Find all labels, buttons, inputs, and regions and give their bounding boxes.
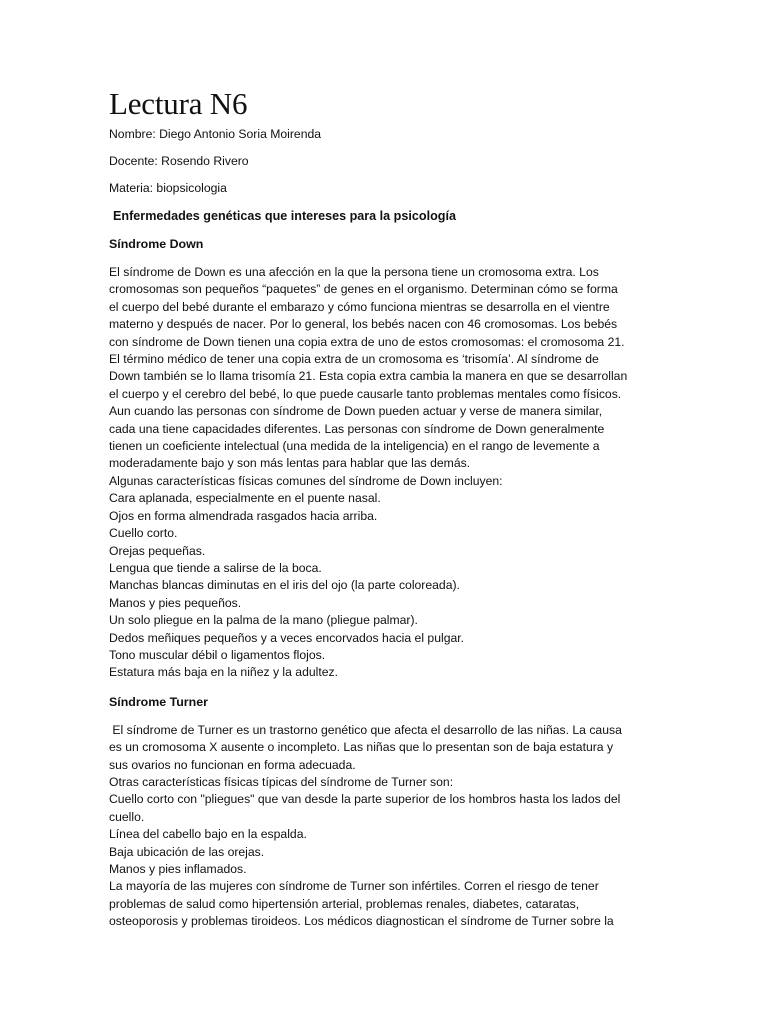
- list-item: Un solo pliegue en la palma de la mano (pliegue palmar).: [109, 613, 418, 628]
- text-line: La mayoría de las mujeres con síndrome de Turner son infértiles. Corren el riesgo de tener: [109, 879, 599, 894]
- text-line: cuello.: [109, 809, 145, 824]
- text-line: es un cromosoma X ausente o incompleto. Las niñas que lo presentan son de baja estatura y: [109, 740, 614, 755]
- list-item: Orejas pequeñas.: [109, 543, 206, 558]
- list-item: Tono muscular débil o ligamentos flojos.: [109, 647, 326, 662]
- text-line: El síndrome de Down es una afección en la que la persona tiene un cromosoma extra. Los: [109, 265, 599, 279]
- text-line: moderadamente bajo y son más lentas para hablar que las demás.: [109, 456, 471, 471]
- section-heading-down: Síndrome Down: [109, 237, 204, 251]
- text-line: con síndrome de Down tienen una copia extra de uno de estos cromosomas: el cromosoma 21.: [109, 334, 625, 349]
- list-item: Dedos meñiques pequeños y a veces encorvados hacia el pulgar.: [109, 630, 465, 645]
- document-title: Lectura N6: [109, 86, 248, 121]
- paragraph-turner: [109, 722, 669, 931]
- list-item: Lengua que tiende a salirse de la boca.: [109, 560, 322, 575]
- list-item: Ojos en forma almendrada rasgados hacia arriba.: [109, 508, 378, 523]
- text-line: Manos y pies inflamados.: [109, 862, 247, 876]
- traits-list-down: [109, 490, 669, 681]
- list-item: Estatura más baja en la niñez y la adultez.: [109, 665, 338, 680]
- list-item: Cara aplanada, especialmente en el puente nasal.: [109, 491, 381, 506]
- list-item: Manos y pies pequeños.: [109, 595, 242, 610]
- text-line: materno y después de nacer. Por lo general, los bebés nacen con 46 cromosomas. Los bebés: [109, 317, 618, 332]
- text-line: Algunas características físicas comunes del síndrome de Down incluyen:: [109, 473, 503, 488]
- list-item: Manchas blancas diminutas en el iris del ojo (la parte coloreada).: [109, 578, 460, 593]
- section-heading-turner: Síndrome Turner: [109, 694, 208, 709]
- paragraph-down: [109, 264, 669, 490]
- text-line: cromosomas son pequeños “paquetes” de genes en el organismo. Determinan cómo se forma: [109, 282, 618, 297]
- text-line: El síndrome de Turner es un trastorno genético que afecta el desarrollo de las niñas. La causa: [109, 722, 622, 737]
- text-line: problemas de salud como hipertensión arterial, problemas renales, diabetes, cataratas,: [109, 896, 580, 911]
- text-line: el cuerpo del bebé durante el embarazo y cómo funciona mientras se desarrolla en el vientre: [109, 299, 610, 314]
- text-line: Down también se lo llama trisomía 21. Esta copia extra cambia la manera en que se desarrollan: [109, 369, 628, 384]
- text-line: tienen un coeficiente intelectual (una medida de la inteligencia) en el rango de levemente a: [109, 439, 600, 454]
- text-line: El término médico de tener una copia extra de un cromosoma es ‘trisomía’. Al síndrome de: [109, 352, 599, 367]
- text-line: Baja ubicación de las orejas.: [109, 844, 265, 859]
- text-line: Cuello corto con "pliegues" que van desde la parte superior de los hombros hasta los lados del: [109, 792, 621, 807]
- text-line: cada una tiene capacidades diferentes. Las personas con síndrome de Down generalmente: [109, 421, 605, 436]
- text-line: sus ovarios no funcionan en forma adecuada.: [109, 757, 356, 772]
- document-page: [109, 86, 669, 931]
- text-line: osteoporosis y problemas tiroideos. Los médicos diagnostican el síndrome de Turner sobre la: [109, 914, 614, 929]
- text-line: Aun cuando las personas con síndrome de Down pueden actuar y verse de manera similar,: [109, 404, 603, 419]
- teacher-name: Docente: Rosendo Rivero: [109, 154, 249, 168]
- subject-name: Materia: biopsicologia: [109, 181, 227, 195]
- text-line: Línea del cabello bajo en la espalda.: [109, 827, 307, 842]
- list-item: Cuello corto.: [109, 526, 178, 541]
- text-line: el cuerpo y el cerebro del bebé, lo que puede causarle tanto problemas mentales como físicos.: [109, 386, 622, 401]
- student-name: Nombre: Diego Antonio Soria Moirenda: [109, 127, 322, 141]
- text-line: Otras características físicas típicas del síndrome de Turner son:: [109, 774, 454, 789]
- main-heading: Enfermedades genéticas que intereses para la psicología: [113, 209, 456, 223]
